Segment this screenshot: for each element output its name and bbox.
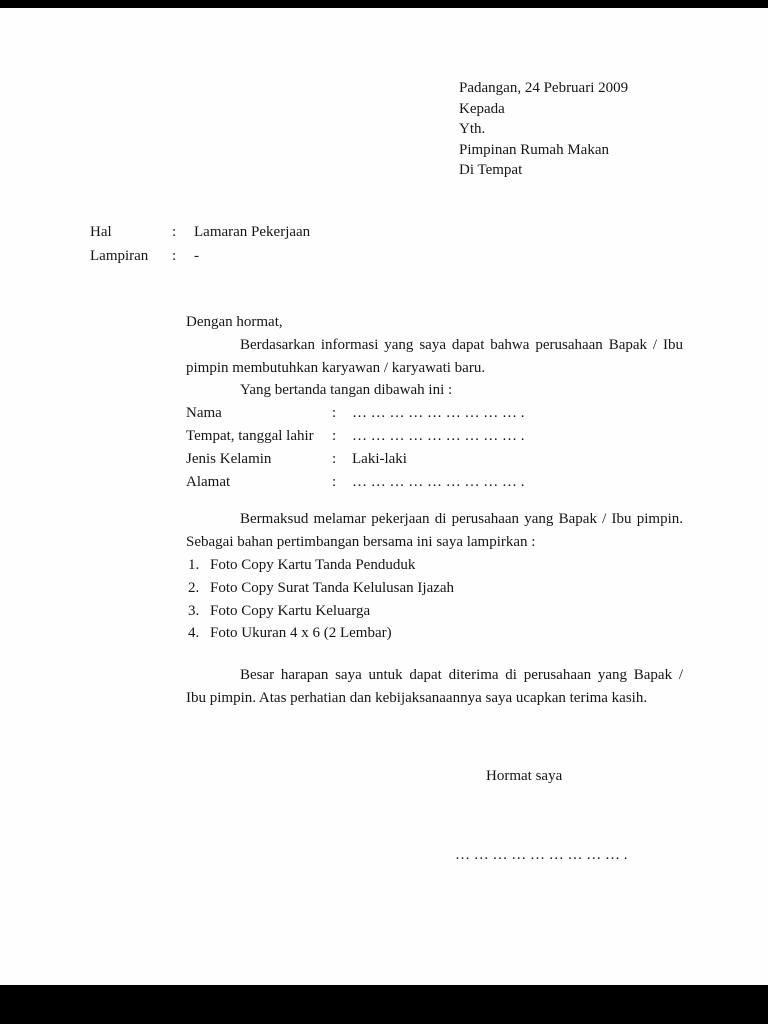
field-colon: : (332, 473, 337, 490)
paragraph-line: Berdasarkan informasi yang saya dapat bahwa perusahaan Bapak / Ibu (240, 336, 683, 353)
attachment-item (186, 622, 683, 645)
paragraph-line: Bermaksud melamar pekerjaan di perusahaan yang Bapak / Ibu pimpin. (240, 511, 683, 528)
field-row (186, 471, 683, 494)
subject-row (90, 220, 310, 244)
recipient-line: Pimpinan Rumah Makan (459, 141, 609, 158)
letter-page (0, 8, 768, 985)
subject-colon: : (172, 224, 177, 240)
attachment-text: Foto Copy Surat Tanda Kelulusan Ijazah (210, 579, 455, 596)
field-value: … … … … … … … … … . (352, 427, 525, 444)
field-label: Jenis Kelamin (186, 450, 272, 467)
subject-row (90, 244, 310, 268)
attachment-number: 2. (188, 579, 200, 596)
field-label: Nama (186, 405, 222, 422)
attachment-list (186, 554, 683, 645)
recipient-line: Kepada (459, 100, 505, 117)
attachment-number: 1. (188, 556, 200, 573)
field-colon: : (332, 427, 337, 444)
personal-data-fields (186, 402, 683, 493)
attachment-text: Foto Copy Kartu Tanda Penduduk (210, 556, 416, 573)
attachment-item (186, 600, 683, 623)
attachment-number: 4. (188, 625, 200, 642)
subject-value: - (194, 248, 199, 264)
intro-line: Yang bertanda tangan dibawah ini : (240, 382, 453, 399)
subject-label: Hal (90, 224, 112, 240)
subject-label: Lampiran (90, 248, 149, 264)
date-and-recipient-block (459, 78, 628, 181)
paragraph-line: Ibu pimpin. Atas perhatian dan kebijaksanaannya saya ucapkan terima kasih. (186, 689, 648, 706)
field-row (186, 402, 683, 425)
paragraph-line: pimpin membutuhkan karyawan / karyawati baru. (186, 359, 486, 376)
field-colon: : (332, 405, 337, 422)
paragraph-opening (186, 334, 683, 380)
field-label: Alamat (186, 473, 231, 490)
field-value: Laki-laki (352, 450, 407, 467)
place-date: Padangan, 24 Pebruari 2009 (459, 80, 629, 96)
subject-block (90, 220, 310, 268)
paragraph-intent (186, 508, 683, 554)
field-row (186, 425, 683, 448)
field-colon: : (332, 450, 337, 467)
attachment-item (186, 554, 683, 577)
bottom-letterbox-bar (0, 985, 768, 1024)
attachment-item (186, 577, 683, 600)
signature-placeholder: … … … … … … … … … . (455, 847, 628, 863)
closing-salutation: Hormat saya (486, 768, 563, 784)
paragraph-line: Sebagai bahan pertimbangan bersama ini saya lampirkan : (186, 534, 536, 551)
field-value: … … … … … … … … … . (352, 405, 525, 422)
letter-body (186, 311, 683, 710)
subject-colon: : (172, 248, 177, 264)
paragraph-line: Besar harapan saya untuk dapat diterima di perusahaan yang Bapak / (240, 667, 683, 684)
attachment-number: 3. (188, 602, 200, 619)
attachment-text: Foto Copy Kartu Keluarga (210, 602, 371, 619)
field-value: … … … … … … … … … . (352, 473, 525, 490)
field-row (186, 448, 683, 471)
top-letterbox-bar (0, 0, 768, 8)
subject-value: Lamaran Pekerjaan (194, 224, 311, 240)
recipient-line: Yth. (459, 121, 486, 137)
field-label: Tempat, tanggal lahir (186, 427, 314, 444)
salutation: Dengan hormat, (186, 314, 283, 330)
recipient-line: Di Tempat (459, 162, 523, 178)
attachment-text: Foto Ukuran 4 x 6 (2 Lembar) (210, 625, 392, 642)
paragraph-closing (186, 664, 683, 710)
